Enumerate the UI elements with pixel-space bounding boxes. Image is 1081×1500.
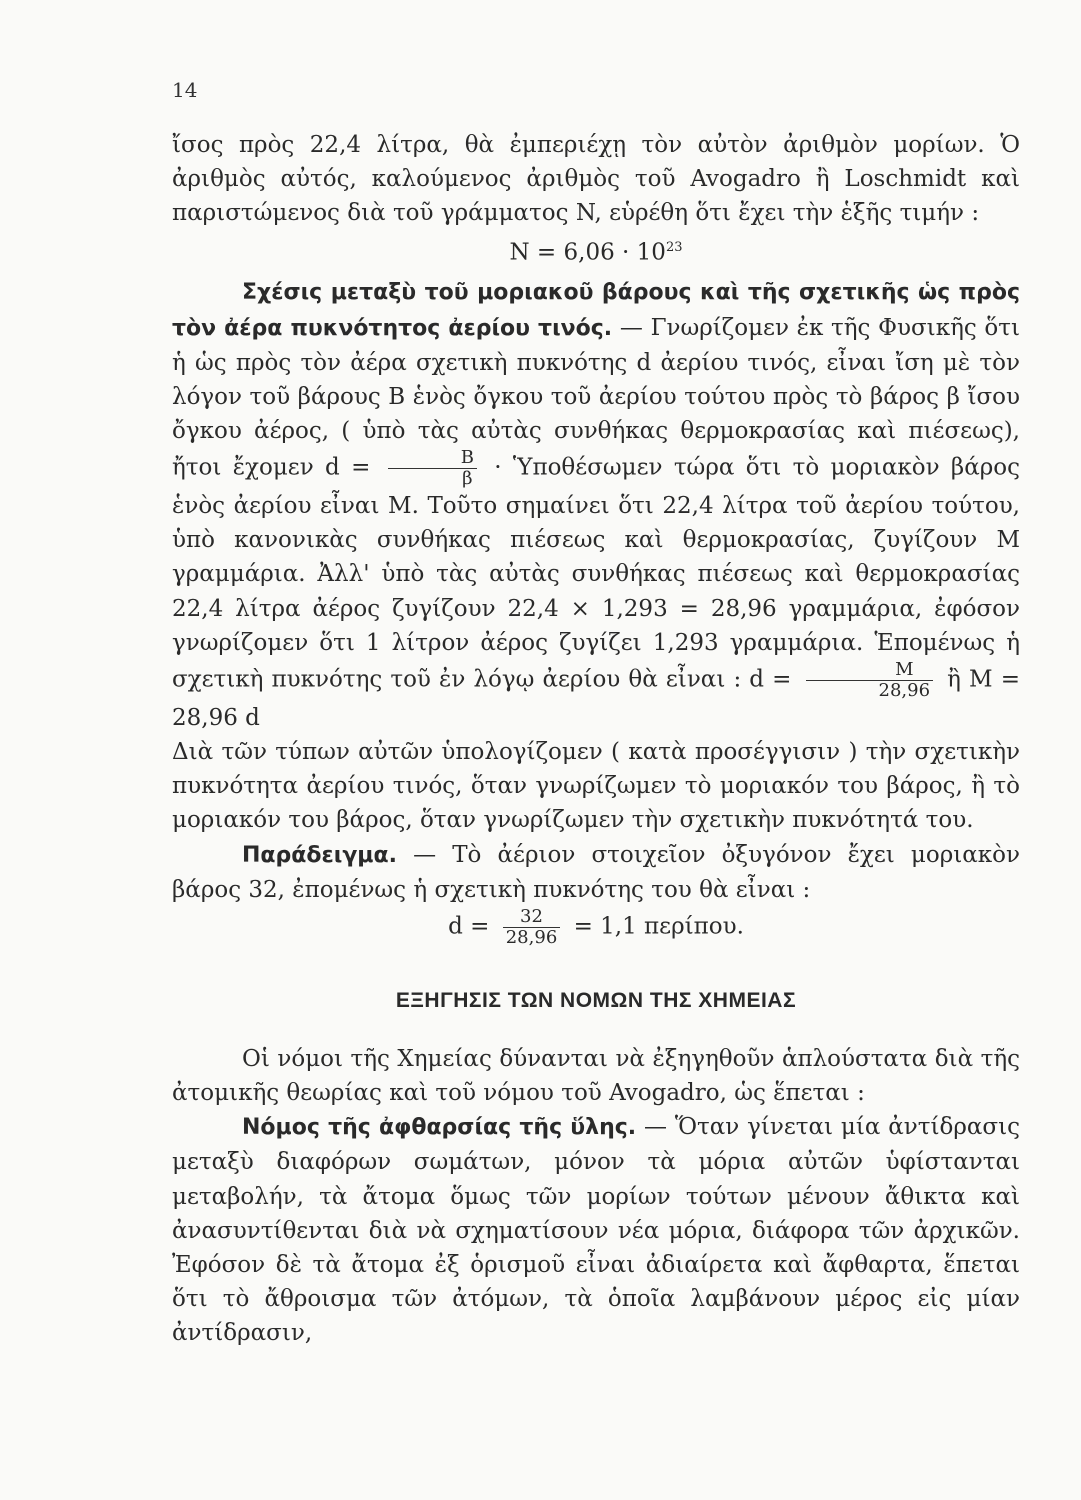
fraction-numerator: M: [806, 660, 934, 681]
law-label: Νόμος τῆς ἀφθαρσίας τῆς ὕλης.: [242, 1115, 637, 1141]
paragraph-1: ἴσος πρὸς 22,4 λίτρα, θὰ ἐμπεριέχῃ τὸν αὐτὸν ἀριθμὸν μορίων. Ὁ ἀριθμὸς αὐτός, καλούμενος ἀριθμὸς τοῦ Avogadro ἢ Loschmidt καὶ παριστώμενος διὰ τοῦ γράμματος N, εὑρέθη ὅτι ἔχει τὴν ἑξῆς τιμήν :: [172, 132, 1020, 227]
paragraph-example: [172, 838, 1020, 907]
paragraph-2: [172, 275, 1020, 734]
fraction-m-over-2896: [806, 660, 934, 701]
formula-pre: d =: [448, 913, 490, 940]
paragraph-4: Οἱ νόμοι τῆς Χημείας δύνανται νὰ ἐξηγηθοῦν ἁπλούστατα διὰ τῆς ἀτομικῆς θεωρίας καὶ τοῦ νόμου τοῦ Avogadro, ὡς ἕπεται :: [172, 1045, 1020, 1106]
paragraph-3: Διὰ τῶν τύπων αὐτῶν ὑπολογίζομεν ( κατὰ προσέγγισιν ) τὴν σχετικὴν πυκνότητα ἀερίου τινός, ὅταν γνωρίζωμεν τὸ μοριακόν του βάρος, ἢ τὸ μοριακόν του βάρος, ὅταν γνωρίζωμεν τὴν σχετικὴν πυκνότητά του.: [172, 738, 1020, 834]
fraction-denominator: 28,96: [505, 926, 558, 948]
formula-exponent: 23: [665, 239, 683, 255]
fraction-b-over-beta: [388, 448, 477, 489]
paragraph-2-pre: ἤτοι ἔχομεν d =: [172, 454, 371, 481]
formula-avogadro-text: N = 6,06 · 10: [509, 239, 666, 266]
fraction-denominator: β: [462, 468, 473, 490]
paragraph-2-text: — Γνωρίζομεν ἐκ τῆς Φυσικῆς ὅτι ἡ ὡς πρὸς τὸν ἀέρα σχετικὴ πυκνότης d ἀερίου τινός, εἶναι ἴση μὲ τὸν λόγον τοῦ βάρους B ἑνὸς ὄγκου τοῦ ἀερίου τούτου πρὸς τὸ βάρος β ἴσου ὄγκου ἀέρος, ( ὑπὸ τὰς αὐτὰς συνθήκας θερμοκρασίας καὶ πιέσεως),: [172, 314, 1021, 445]
section-title: ΕΞΗΓΗΣΙΣ ΤΩΝ ΝΟΜΩΝ ΤΗΣ ΧΗΜΕΙΑΣ: [395, 988, 797, 1012]
formula-avogadro: [172, 231, 1020, 270]
fraction-32-over-2896: [503, 907, 561, 948]
example-text: — Τὸ ἀέριον στοιχεῖον ὀξυγόνον ἔχει μοριακὸν βάρος 32, ἐπομένως ἡ σχετικὴ πυκνότης του θὰ εἶναι :: [172, 841, 1020, 903]
example-label: Παράδειγμα.: [242, 842, 397, 868]
law-text: — Ὅταν γίνεται μία ἀντίδρασις μεταξὺ διαφόρων σωμάτων, μόνον τὰ μόρια αὐτῶν ὑφίστανται μεταβολήν, τὰ ἄτομα ὅμως τῶν μορίων τούτων μένουν ἄθικτα καὶ ἀνασυντίθενται διὰ νὰ σχηματίσουν νέα μόρια, διάφορα τῶν ἀρχικῶν. Ἐφόσον δὲ τὰ ἄτομα ἐξ ὁρισμοῦ εἶναι ἀδιαίρετα καὶ ἄφθαρτα, ἕπεται ὅτι τὸ ἄθροισμα τῶν ἀτόμων, τὰ ὁποῖα λαμβάνουν μέρος εἰς μίαν ἀντίδρασιν,: [172, 1114, 1021, 1347]
paragraph-law: [172, 1110, 1020, 1350]
page-number: 14: [172, 78, 198, 102]
subheading-density: Σχέσις μεταξὺ τοῦ μοριακοῦ βάρους καὶ τῆς σχετικῆς ὡς πρὸς τὸν ἀέρα πυκνότητος ἀερίου τινός.: [172, 280, 1020, 341]
formula-post: = 1,1 περίπου.: [573, 913, 744, 940]
fraction-numerator: 32: [503, 907, 561, 928]
page-body: [172, 128, 1020, 1351]
formula-oxygen-density: [172, 907, 1020, 948]
fraction-denominator: 28,96: [878, 679, 931, 701]
fraction-numerator: B: [388, 448, 477, 469]
paragraph-2-end: ἢ M = 28,96 d: [172, 666, 1020, 731]
paragraph-2-post: · Ὑποθέσωμεν τώρα ὅτι τὸ μοριακὸν βάρος ἑνὸς ἀερίου εἶναι M. Τοῦτο σημαίνει ὅτι 22,4 λίτρα τοῦ ἀερίου τούτου, ὑπὸ κανονικὰς συνθήκας πιέσεως καὶ θερμοκρασίας, ζυγίζουν M γραμμάρια. Ἀλλ' ὑπὸ τὰς αὐτὰς συνθήκας πιέσεως καὶ θερμοκρασίας 22,4 λίτρα ἀέρος ζυγίζουν 22,4 × 1,293 = 28,96 γραμμάρια, ἐφόσον γνωρίζομεν ὅτι 1 λίτρον ἀέρος ζυγίζει 1,293 γραμμάρια. Ἑπομένως ἡ σχετικὴ πυκνότης τοῦ ἐν λόγῳ ἀερίου θὰ εἶναι : d =: [172, 454, 1021, 693]
